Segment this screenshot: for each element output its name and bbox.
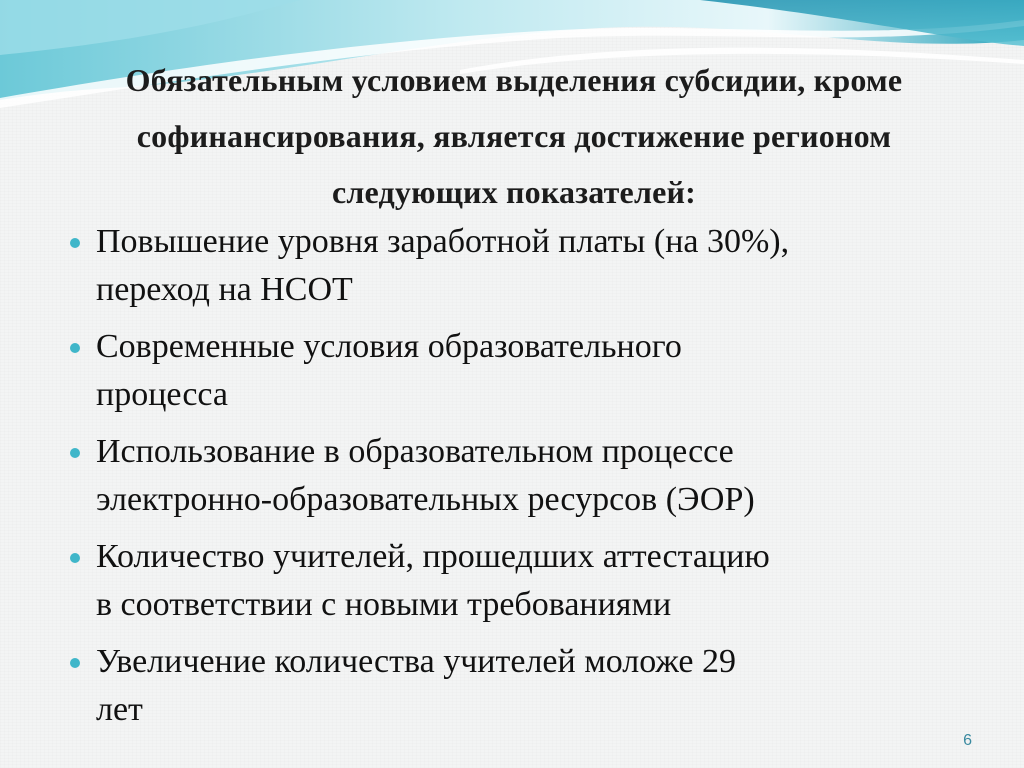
- page-number: 6: [963, 732, 972, 749]
- bullet-dot-icon: [70, 553, 80, 563]
- bullet-dot-icon: [70, 448, 80, 458]
- bullet-item: [66, 218, 966, 314]
- bullet-text-line-2: электронно-образовательных ресурсов (ЭОР): [96, 481, 755, 518]
- bullet-dot-icon: [70, 238, 80, 248]
- bullet-text-line-2: лет: [96, 691, 143, 728]
- bullet-item: [66, 428, 966, 524]
- title-line-1: Обязательным условием выделения субсидии, кроме: [125, 62, 903, 98]
- bullet-text-line-2: в соответствии с новыми требованиями: [96, 586, 672, 623]
- title-line-2: софинансирования, является достижение регионом: [136, 118, 892, 154]
- bullet-item: [66, 638, 966, 734]
- bullet-text-line-1: Использование в образовательном процессе: [96, 433, 734, 470]
- bullet-text-line-2: процесса: [96, 376, 229, 413]
- bullet-text-line-1: Количество учителей, прошедших аттестацию: [96, 538, 770, 575]
- bullet-dot-icon: [70, 658, 80, 668]
- bullet-text-line-1: Увеличение количества учителей моложе 29: [96, 643, 737, 680]
- bullet-text-line-2: переход на НСОТ: [96, 271, 353, 308]
- bullet-item: [66, 323, 966, 419]
- bullet-text-line-1: Современные условия образовательного: [96, 328, 682, 365]
- bullet-dot-icon: [70, 343, 80, 353]
- bullet-list: [66, 218, 966, 743]
- bullet-text-line-1: Повышение уровня заработной платы (на 30%),: [96, 223, 790, 260]
- title-line-3: следующих показателей:: [331, 174, 697, 210]
- slide-title: [30, 52, 998, 220]
- bullet-item: [66, 533, 966, 629]
